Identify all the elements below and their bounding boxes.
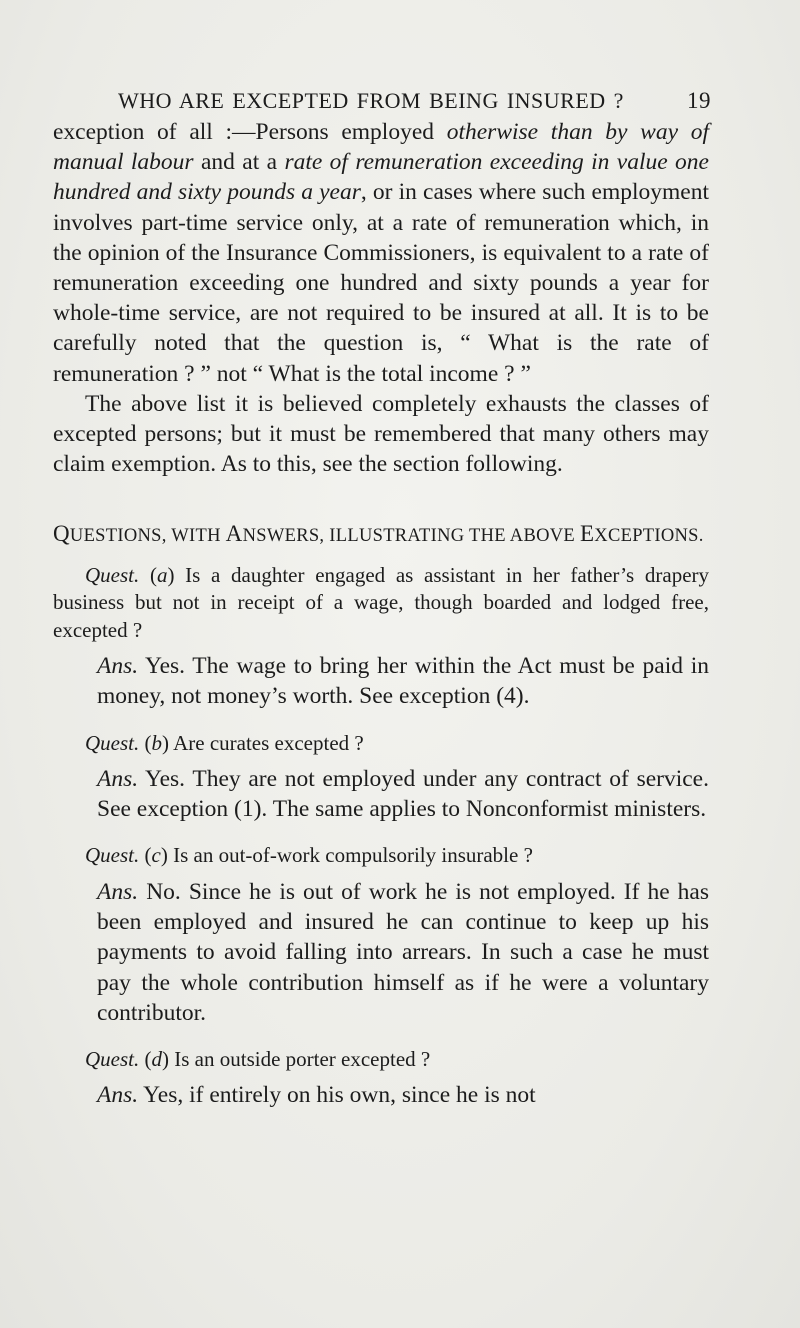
quest-label: Quest. [85, 843, 140, 868]
qa-item [53, 562, 709, 712]
question-letter: b [151, 730, 162, 755]
quest-label: Quest. [85, 730, 140, 755]
question: Quest. (b) Are curates excepted ? [85, 730, 364, 755]
ans-label: Ans. [97, 1082, 139, 1109]
body-text [53, 117, 709, 1111]
question-text: Are curates excepted ? [173, 730, 364, 755]
running-head-title: WHO ARE EXCEPTED FROM BEING INSURED ? [118, 88, 624, 113]
quest-label: Quest. [85, 562, 140, 587]
qa-item [53, 842, 709, 1028]
ans-label: Ans. [97, 878, 139, 905]
question: Quest. (a) Is a daughter engaged as assistant in her father’s drapery business but not in receipt of a wage, though boarded and lodged free, excepted ? [53, 562, 710, 642]
page-number: 19 [687, 88, 711, 113]
question: Quest. (c) Is an out-of-work compulsorily insurable ? [85, 843, 533, 868]
answer [97, 877, 709, 1028]
qa-item [53, 1046, 709, 1111]
answer [97, 1080, 709, 1110]
paragraph-text: , or in cases where such employment involves part-time service only, at a rate of remuneration which, in the opinion of the Insurance Commissioners, is equivalent to a rate of remuneration exceeding one hundred and sixty pounds a year for whole-time service, are not required to be insured at all. It is to be carefully noted that the question is, “ What is the rate of remuneration ? ” not “ What is the total income ? ” [53, 179, 709, 387]
answer-text: No. Since he is out of work he is not employed. If he has been employed and insured he can continue to keep up his payments to avoid falling into arrears. In such a case he must pay the whole contribution himself as if he were a voluntary contributor. [97, 878, 710, 1026]
question-text: Is an outside porter excepted ? [174, 1046, 431, 1071]
paragraph-text: and at a [193, 149, 285, 176]
paragraph-above-list: The above list it is believed completely exhausts the classes of excepted persons; but it must be remembered that many others may claim exemption. As to this, see the section following. [53, 390, 709, 478]
paragraph-text: exception of all :—Persons employed [53, 119, 447, 145]
answer-text: Yes. They are not employed under any contract of service. See exception (1). The same applies to Nonconformist ministers. [97, 766, 709, 823]
question-letter: d [151, 1046, 162, 1071]
qa-item [53, 730, 709, 825]
section-heading: QUESTIONS, WITH ANSWERS, ILLUSTRATING THE ABOVE EXCEPTIONS. [53, 521, 704, 547]
ans-label: Ans. [97, 653, 139, 680]
ans-label: Ans. [97, 766, 139, 793]
answer-text: Yes, if entirely on his own, since he is not [143, 1082, 536, 1109]
answer [97, 651, 709, 711]
italic-phrase: rate of remuneration exceeding in value one hundred and sixty pounds a year [53, 149, 709, 206]
question-text: Is an out-of-work compulsorily insurable ? [173, 843, 533, 868]
answer-text: Yes. The wage to bring her within the Act must be paid in money, not money’s worth. See exception (4). [97, 653, 709, 710]
paragraph-exception-of-all [53, 117, 709, 389]
answer [97, 764, 709, 824]
question-text: Is a daughter engaged as assistant in her father’s drapery business but not in receipt of a wage, though boarded and lodged free, excepted ? [53, 562, 710, 642]
question-letter: c [151, 843, 161, 868]
question-letter: a [156, 562, 168, 587]
question: Quest. (d) Is an outside porter excepted ? [85, 1046, 431, 1071]
running-head [118, 88, 711, 114]
italic-phrase: otherwise than by way of manual labour [53, 119, 709, 176]
quest-label: Quest. [85, 1046, 140, 1071]
